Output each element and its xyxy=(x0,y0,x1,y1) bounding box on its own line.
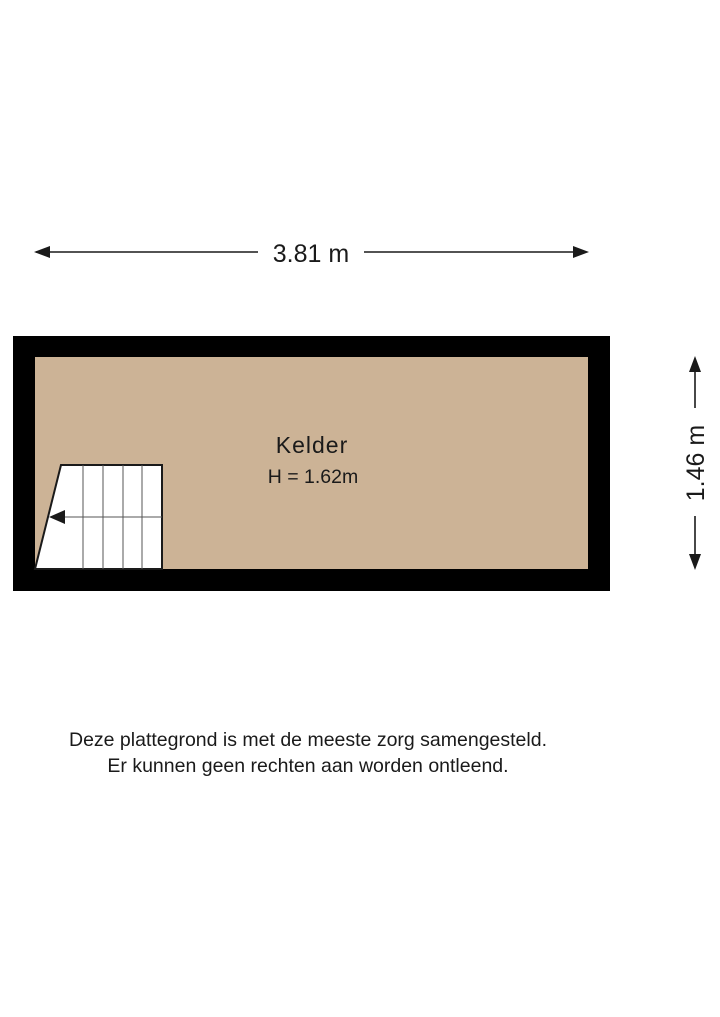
width-dimension-arrow-left-icon xyxy=(34,246,50,258)
disclaimer-line-1: Deze plattegrond is met de meeste zorg samengesteld. xyxy=(68,729,547,751)
room-height-label: H = 1.62m xyxy=(267,466,359,488)
room-name: Kelder xyxy=(275,432,349,458)
width-dimension-label: 3.81 m xyxy=(272,240,350,268)
width-dimension xyxy=(34,240,589,268)
height-dimension-arrow-bottom-icon xyxy=(689,554,701,570)
height-dimension-label: 1.46 m xyxy=(682,424,710,502)
disclaimer xyxy=(0,727,616,779)
height-dimension-arrow-top-icon xyxy=(689,356,701,372)
disclaimer-line-2: Er kunnen geen rechten aan worden ontleend. xyxy=(107,755,509,777)
height-dimension xyxy=(682,356,710,570)
width-dimension-arrow-right-icon xyxy=(573,246,589,258)
